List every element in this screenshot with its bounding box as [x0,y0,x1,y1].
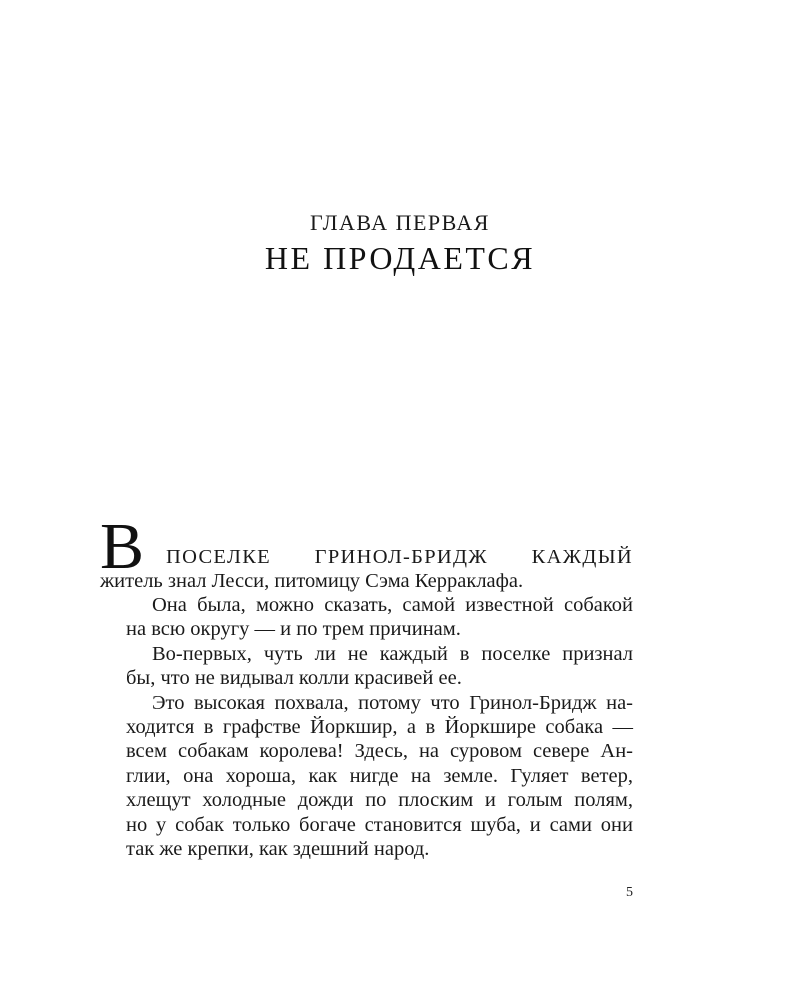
paragraph-4 [100,691,633,862]
paragraph-2 [100,593,633,642]
chapter-title: НЕ ПРОДАЕТСЯ [264,240,536,276]
paragraph-3 [100,642,633,691]
text-line: ходится в графстве Йоркшир, а в Йоркшире собака — [126,716,633,739]
paragraph-1 [100,510,633,593]
drop-cap: В [100,510,145,583]
text-line: бы, что не видывал колли красивей ее. [126,667,462,690]
text-line: глии, она хороша, как нигде на земле. Гуляет ветер, [126,764,633,787]
text-line: на всю округу — и по трем причинам. [126,618,461,641]
chapter-label: ГЛАВА ПЕРВАЯ [310,210,490,235]
text-line: житель знал Лесси, питомицу Сэма Керраклафа. [100,570,524,592]
page-number: 5 [626,885,633,900]
body-text [100,510,633,861]
first-line-smallcaps [166,545,633,569]
text-line: Она была, можно сказать, самой известной собакой [152,594,633,616]
text-line: но у собак только богаче становится шуба, и сами они [126,813,633,836]
first-line-word: КАЖДЫЙ [531,546,633,568]
text-line: так же крепки, как здешний народ. [126,838,430,861]
text-line: хлещут холодные дожди по плоским и голым полям, [126,789,633,812]
first-line-word: ПОСЕЛКЕ [166,546,271,568]
text-line: Во-первых, чуть ли не каждый в поселке признал [152,642,633,665]
text-line: Это высокая похвала, потому что Гринол-Бридж на- [152,691,633,714]
text-line: всем собакам королева! Здесь, на суровом севере Ан- [126,740,633,763]
first-line-word: ГРИНОЛ-БРИДЖ [314,546,488,568]
